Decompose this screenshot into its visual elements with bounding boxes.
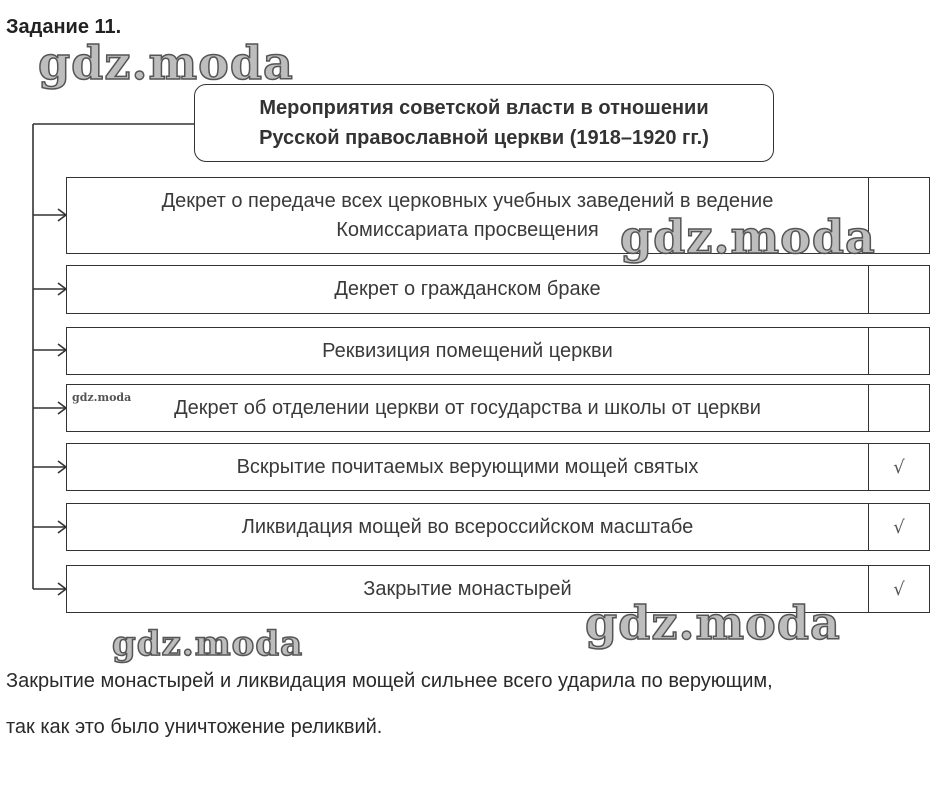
- header-line-2: Русской православной церкви (1918–1920 гг.): [259, 127, 709, 149]
- header-line-1: Мероприятия советской власти в отношении: [259, 97, 709, 119]
- check-cell: [868, 385, 929, 431]
- measure-text: Реквизиция помещений церкви: [322, 339, 613, 362]
- answer-line-1: Закрытие монастырей и ликвидация мощей сильнее всего ударила по верующим,: [6, 670, 773, 692]
- answer-line-2: так как это было уничтожение реликвий.: [6, 716, 383, 738]
- measure-text: Вскрытие почитаемых верующими мощей святых: [236, 455, 699, 478]
- check-cell: [868, 328, 929, 374]
- measure-row-3: [66, 327, 930, 375]
- measure-text: Декрет о гражданском браке: [334, 278, 601, 300]
- check-cell: √: [868, 566, 929, 612]
- watermark: gdz.moda: [38, 36, 294, 90]
- check-cell: [868, 178, 929, 253]
- watermark: gdz.moda: [620, 210, 876, 264]
- measure-text-line-2: Комиссариата просвещения: [336, 218, 599, 241]
- measure-row-5: [66, 443, 930, 491]
- measure-text: Ликвидация мощей во всероссийском масштабе: [241, 515, 694, 538]
- measure-text: Декрет об отделении церкви от государства и школы от церкви: [174, 396, 761, 419]
- check-cell: √: [868, 444, 929, 490]
- measure-text: Закрытие монастырей: [363, 577, 572, 600]
- watermark-small: gdz.moda: [72, 391, 132, 404]
- measure-text-line-1: Декрет о передаче всех церковных учебных заведений в ведение: [161, 189, 774, 212]
- check-cell: √: [868, 504, 929, 550]
- measure-row-4: [66, 384, 930, 432]
- measure-row-6: [66, 503, 930, 551]
- check-cell: [868, 266, 929, 313]
- measure-row-2: [66, 265, 930, 314]
- diagram-header: [194, 84, 774, 162]
- watermark: gdz.moda: [585, 596, 841, 650]
- watermark: gdz.moda: [112, 624, 304, 664]
- task-title: Задание 11.: [6, 16, 122, 38]
